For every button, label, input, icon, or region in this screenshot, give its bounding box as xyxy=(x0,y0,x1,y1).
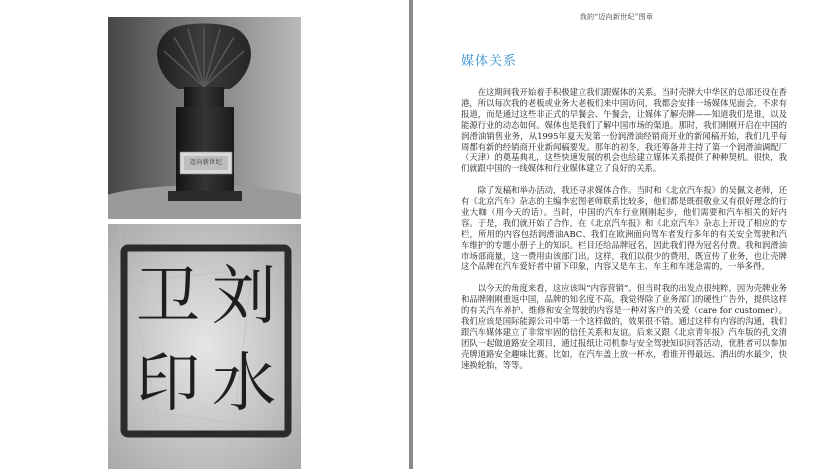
seal-photo xyxy=(108,17,301,219)
stamp-char: 刘 xyxy=(212,260,276,334)
stamp-char: 卫 xyxy=(136,260,200,334)
stamp-impression-photo xyxy=(108,224,301,469)
paragraph: 以今天的角度来看，这应该叫“内容营销”。但当时我的出发点很纯粹，因为壳牌业务和品牌刚刚重返中国，品牌的知名度不高，我觉得除了业务部门的硬性广告外，提供这样的有关汽车养护、维修和安全驾驶的内容是一种对客户的关爱（care for customer）。我们应该是国际能源公司中第一个这样做的，效果很不错。通过这样有内容的沟通，我们跟汽车媒体建立了非常牢固的信任关系和友谊。后来又跟《北京青年报》汽车版的孔文清团队一起做道路安全项目，通过报纸让司机参与安全驾驶知识问答活动，优胜者可以参加壳牌道路安全趣味比赛。比如，在汽车盖上放一杯水，看谁开得最远、洒出的水最少，快速换轮胎，等等。 xyxy=(461,283,787,370)
seal-illustration xyxy=(108,17,301,219)
stamp-characters xyxy=(130,254,282,428)
stamp-char: 水 xyxy=(212,347,276,421)
section-title: 媒体关系 xyxy=(461,54,518,69)
seal-engraving-text: 迈向新世纪 xyxy=(189,159,223,166)
paragraph: 除了发稿和举办活动，我还寻求媒体合作。当时和《北京汽车报》的吴佩文老师，还有《北京汽车》杂志的主编李宏图老师联系比较多，他们都是既很敬业又有很好理念的行业大咖（用今天的话）。当时，中国的汽车行业刚刚起步，他们需要和汽车相关的好内容。于是，我们就开始了合作，在《北京汽车报》和《北京汽车》杂志上开设了相应的专栏，所用的内容包括润滑油ABC、我们在欧洲面向驾车者发行多年的有关安全驾驶和汽车维护的专题小册子上的知识。栏目还给品牌冠名，因此我们得为冠名付费。我和润滑油市场部商量，这一费用由该部门出。这样，我们以很少的费用，既宣传了业务，也让壳牌这个品牌在汽车爱好者中留下印象，内容又是车主、车主和车迷急需的，一举多得。 xyxy=(461,185,787,272)
body-text xyxy=(461,87,787,381)
left-page xyxy=(0,0,409,469)
running-head: 我的“迈向新世纪”图章 xyxy=(579,13,654,21)
paragraph: 在这期间我开始着手积极建立我们跟媒体的关系。当时壳牌大中华区的总部还设在香港，所以每次我的老板或业务大老板们来中国访问，我都会安排一场媒体见面会，不求有报道，而是通过这些非正式的早餐会、午餐会，让媒体了解壳牌——知道我们是谁，以及能源行业的动态如何。媒体也是我们了解中国市场的渠道。那时，我们刚刚开启在中国的润滑油销售业务，从1995年夏天发第一份润滑油经销商开业的新闻稿开始，我们几乎每周都有新的经销商开业新闻稿要发。那年的初冬，我还筹备并主持了第一个润滑油调配厂（天津）的奠基典礼，这些快速发展的机会也给建立媒体关系提供了种种契机。很快，我们就跟中国的一线媒体和行业媒体建立了良好的关系。 xyxy=(461,87,787,174)
right-page xyxy=(413,0,820,469)
stamp-char: 印 xyxy=(136,347,200,421)
